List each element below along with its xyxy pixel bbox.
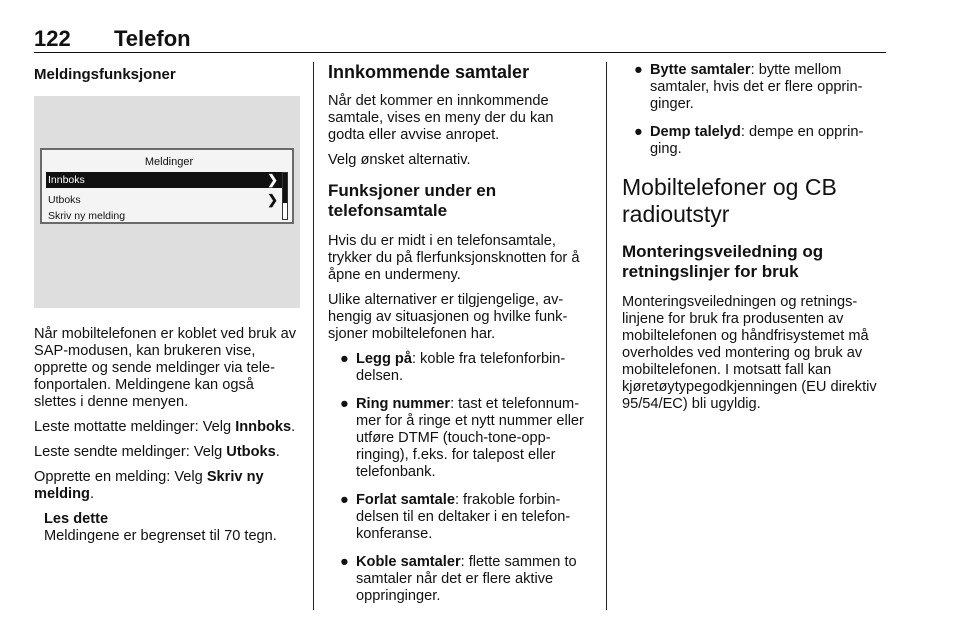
menu-item-outbox[interactable] [46, 192, 284, 208]
bullet-icon: ● [340, 492, 349, 508]
paragraph: Monteringsveiledningen og retningslinjene for bruk fra produsenten av mobiltelefonen og håndfrisystemet må overholdes ved montering og bruk av mobiltelefonen. I motsatt fall kan kjøretøytypegodkjenningen (EU direktiv 95/54/EC) bli ugyldig. [622, 294, 877, 412]
list-item: ● Bytte samtaler: bytte mellom samtaler, hvis det er flere oppringinger. [634, 62, 863, 112]
menu-title: Meldinger [144, 156, 194, 168]
bullet-icon: ● [340, 396, 349, 412]
paragraph: Ulike alternativer er tilgjengelige, avhengig av situasjonen og hvilke funksjoner mobiltelefonen har. [328, 292, 568, 342]
column-2 [328, 62, 594, 616]
paragraph: Opprette en melding: Velg Skriv ny melding. [34, 469, 264, 502]
menu-item-label: Skriv ny melding [48, 210, 126, 222]
paragraph: Hvis du er midt i en telefonsamtale, trykker du på flerfunksjonsknotten for å åpne en undermeny. [328, 233, 580, 283]
display-screen-image [34, 96, 300, 308]
column-divider [313, 62, 314, 610]
menu-item-inbox[interactable] [46, 172, 284, 188]
note-title: Les dette [44, 511, 109, 527]
subsection-heading: Funksjoner under en telefonsamtale [328, 181, 497, 220]
chevron-right-icon: ❯ [267, 192, 278, 207]
section-heading: Mobiltelefoner og CB radioutstyr [622, 174, 837, 227]
bullet-icon: ● [340, 554, 349, 570]
page-title: Telefon [114, 26, 191, 51]
messages-menu [40, 148, 294, 224]
section-heading: Innkommende samtaler [328, 62, 530, 82]
chevron-right-icon: ❯ [267, 172, 278, 187]
scrollbar[interactable] [282, 172, 288, 220]
paragraph: Leste mottatte meldinger: Velg Innboks. [34, 419, 296, 435]
option-list [622, 62, 890, 158]
scrollbar-thumb[interactable] [283, 173, 287, 203]
paragraph: Velg ønsket alternativ. [328, 152, 471, 168]
option-list [328, 351, 594, 605]
note [34, 511, 300, 545]
bullet-icon: ● [634, 124, 643, 140]
subsection-heading: Monteringsveiledning og retningslinjer for bruk [622, 242, 824, 281]
paragraph: Når mobiltelefonen er koblet ved bruk av SAP-modusen, kan brukeren vise, opprette og sende meldinger via telefonportalen. Meldingene kan også slettes i denne menyen. [34, 326, 297, 410]
note-text: Meldingene er begrenset til 70 tegn. [44, 528, 277, 544]
paragraph: Leste sendte meldinger: Velg Utboks. [34, 444, 280, 460]
column-3 [622, 62, 890, 421]
list-item: ● Ring nummer: tast et telefonnummer for å ringe et nytt nummer eller utføre DTMF (touch-tone-oppringing), f.eks. for talepost eller telefonbank. [340, 396, 584, 480]
column-1 [34, 62, 300, 553]
menu-item-label: Utboks [48, 194, 81, 206]
menu-item-label: Innboks [48, 174, 85, 186]
section-heading: Meldingsfunksjoner [34, 66, 176, 83]
bullet-icon: ● [634, 62, 643, 78]
list-item: ● Koble samtaler: flette sammen to samtaler når det er flere aktive oppringinger. [340, 554, 577, 604]
column-divider [606, 62, 607, 610]
menu-item-new-message[interactable] [46, 208, 284, 224]
list-item: ● Forlat samtale: frakoble forbindelsen til en deltaker i en telefonkonferanse. [340, 492, 571, 542]
list-item: ● Legg på: koble fra telefonforbindelsen. [340, 351, 566, 384]
bullet-icon: ● [340, 351, 349, 367]
list-item: ● Demp talelyd: dempe en oppringing. [634, 124, 864, 157]
paragraph: Når det kommer en innkommende samtale, vises en meny der du kan godta eller avvise anropet. [328, 93, 554, 143]
page-header [34, 20, 886, 52]
header-rule [34, 52, 886, 53]
page-number: 122 [34, 26, 71, 51]
